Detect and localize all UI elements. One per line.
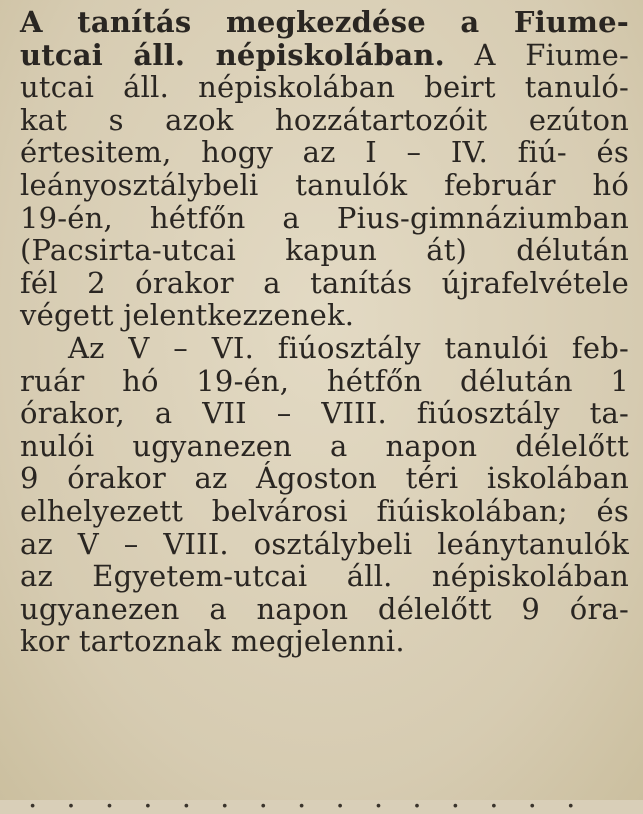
cut-off-next-line: . . . . . . . . . . . . . . .: [28, 780, 586, 814]
paragraph2-line-3: órakor, a VII – VIII. fiúosztály ta-: [20, 396, 629, 431]
paragraph2-line-5: 9 órakor az Ágoston téri iskolában: [20, 461, 629, 496]
paragraph2-line-9: ugyanezen a napon délelőtt 9 óra-: [20, 591, 629, 626]
paragraph2-line-8: az Egyetem-utcai áll. népiskolában: [20, 559, 629, 594]
headline-text-1: A tanítás megkezdése a Fiume-: [20, 5, 629, 39]
paragraph2-line-4: nulói ugyanezen a napon délelőtt: [20, 428, 629, 463]
paragraph1-line-5: 19-én, hétfőn a Pius-gimnáziumban: [20, 200, 629, 235]
paragraph2-line-6: elhelyezett belvárosi fiúiskolában; és: [20, 493, 629, 528]
headline-text-2: utcai áll. népiskolában.: [20, 37, 445, 72]
paragraph1-opening: A Fiume-: [444, 37, 629, 72]
paragraph2-line-1: Az V – VI. fiúosztály tanulói feb-: [68, 330, 629, 365]
paragraph1-line-7: fél 2 órakor a tanítás újrafelvétele: [20, 265, 629, 300]
paragraph1-line-1: utcai áll. népiskolában beirt tanuló-: [20, 70, 629, 105]
headline-line-2: [20, 39, 629, 72]
paragraph1-line-6: (Pacsirta-utcai kapun át) délután: [20, 233, 629, 268]
paragraph1-line-8: végett jelentkezzenek.: [20, 298, 355, 333]
paragraph2-line-10: kor tartoznak megjelenni.: [20, 624, 405, 659]
paragraph2-line-2: ruár hó 19-én, hétfőn délután 1: [20, 363, 629, 398]
paragraph2-line-7: az V – VIII. osztálybeli leánytanulók: [20, 526, 629, 561]
paragraph1-line-2: kat s azok hozzátartozóit ezúton: [20, 102, 629, 137]
headline-line-1: [20, 6, 629, 39]
paragraph1-line-4: leányosztálybeli tanulók február hó: [20, 167, 629, 202]
paragraph1-line-3: értesitem, hogy az I – IV. fiú- és: [20, 135, 629, 170]
